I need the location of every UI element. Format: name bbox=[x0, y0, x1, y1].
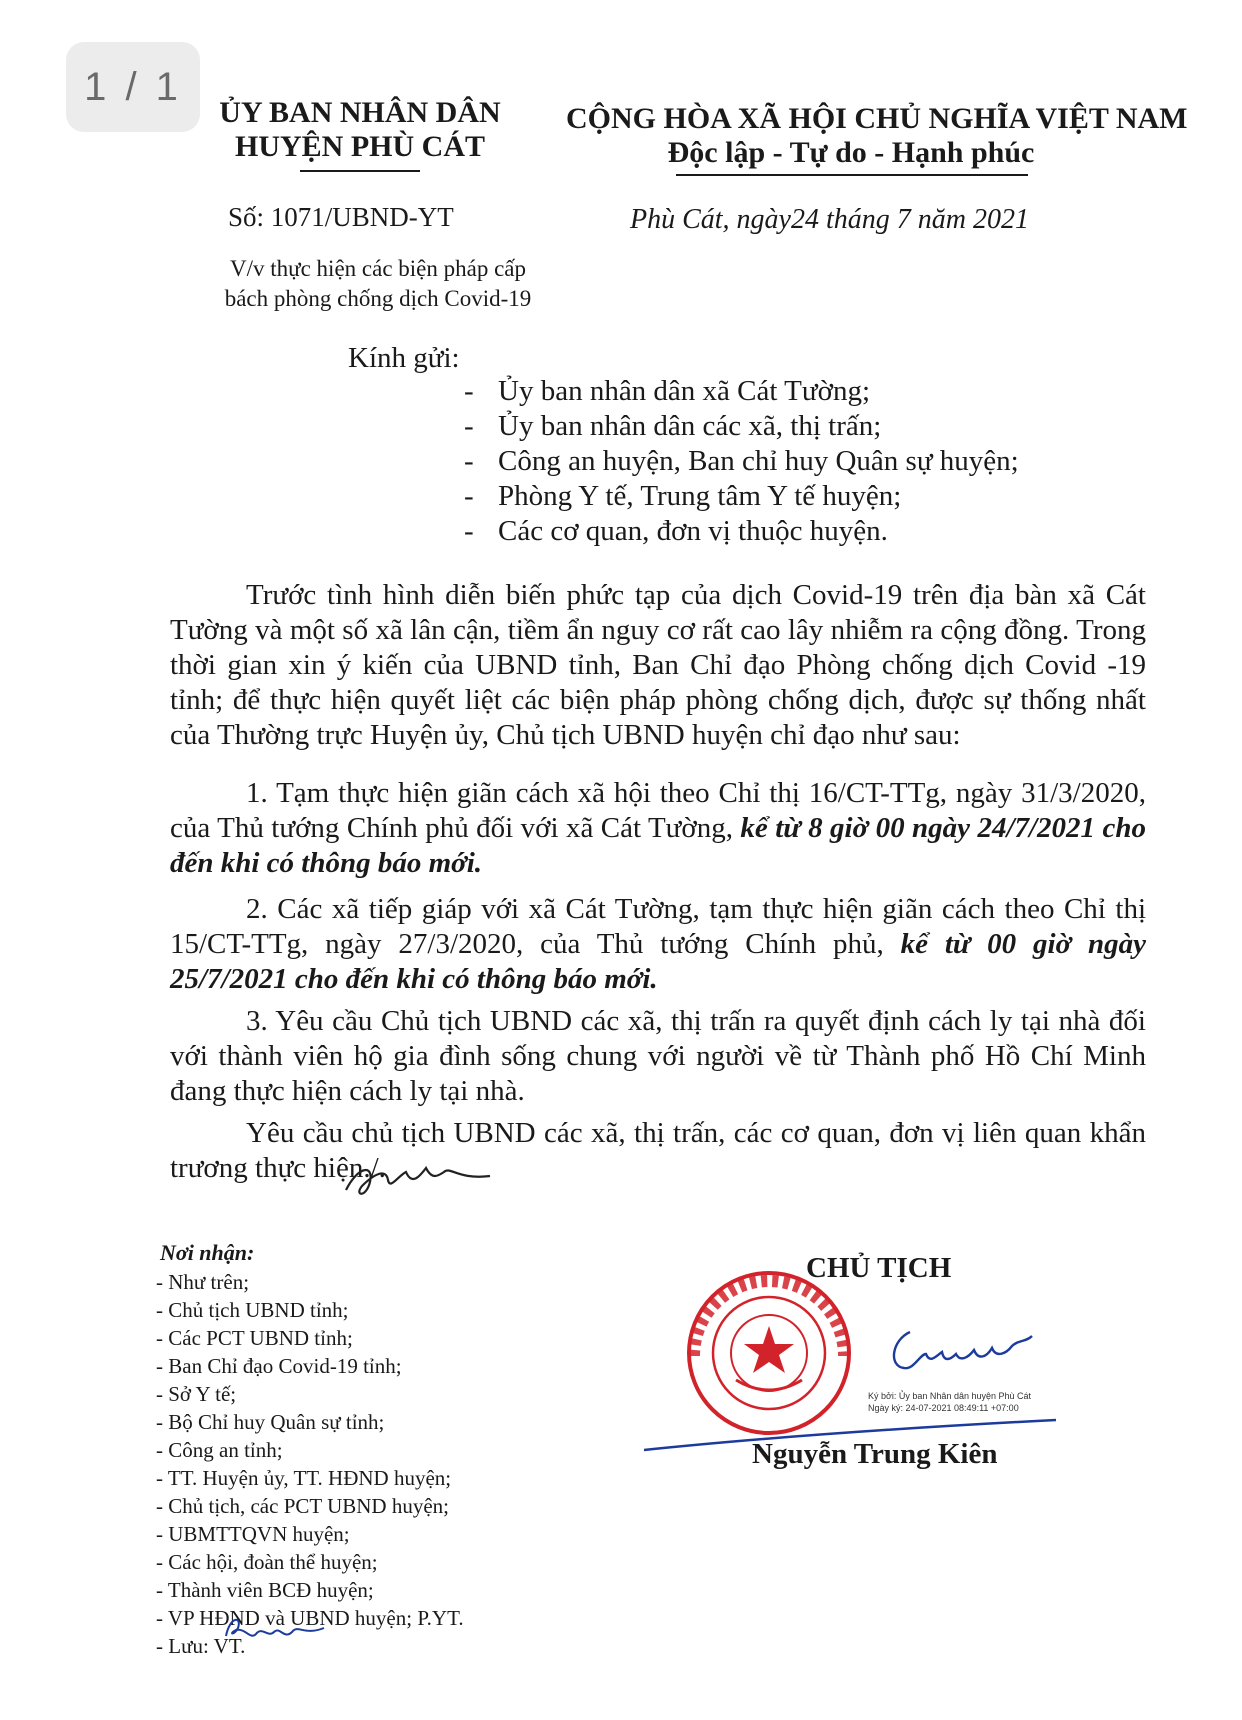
signer-title: CHỦ TỊCH bbox=[806, 1252, 952, 1284]
directive-item-3: 3. Yêu cầu Chủ tịch UBND các xã, thị trấn ra quyết định cách ly tại nhà đối với thành viên hộ gia đình sống chung với người về từ Thành phố Hồ Chí Minh đang thực hiện cách ly tại nhà. bbox=[170, 1005, 1146, 1107]
recipient-item: - Ủy ban nhân dân xã Cát Tường; bbox=[498, 374, 1019, 409]
receiver-item: - Sở Y tế; bbox=[156, 1382, 237, 1406]
receiver-item: - Lưu: VT. bbox=[156, 1634, 246, 1658]
receiver-item: - UBMTTQVN huyện; bbox=[156, 1522, 350, 1546]
directive-item-1-text: 1. Tạm thực hiện giãn cách xã hội theo Chỉ thị 16/CT-TTg, ngày 31/3/2020, của Thủ tướng Chính phủ đối với xã Cát Tường, bbox=[170, 777, 1146, 844]
receiver-item: - Các PCT UBND tỉnh; bbox=[156, 1326, 353, 1350]
digital-sign-date: Ngày ký: 24-07-2021 08:49:11 +07:00 bbox=[868, 1403, 1019, 1413]
directive-item-1-emphasis: kể từ 8 giờ 00 ngày 24/7/2021 cho đến khi có thông báo mới. bbox=[170, 812, 1146, 879]
digital-signature-info bbox=[868, 1390, 1058, 1414]
signer-name: Nguyễn Trung Kiên bbox=[752, 1438, 998, 1470]
initial-signature-1 bbox=[340, 1146, 500, 1206]
directive-item-2 bbox=[170, 892, 1146, 997]
closing-paragraph: Yêu cầu chủ tịch UBND các xã, thị trấn, các cơ quan, đơn vị liên quan khẩn trương thực hiện./. bbox=[170, 1117, 1146, 1184]
receiver-item: - Công an tỉnh; bbox=[156, 1438, 283, 1462]
page-indicator: 1 / 1 bbox=[66, 42, 200, 132]
issuer-underline bbox=[300, 170, 420, 172]
receivers-list bbox=[156, 1268, 464, 1660]
recipient-item: - Ủy ban nhân dân các xã, thị trấn; bbox=[498, 409, 1019, 444]
receivers-title: Nơi nhận: bbox=[160, 1240, 255, 1265]
receiver-item: - Bộ Chỉ huy Quân sự tỉnh; bbox=[156, 1410, 385, 1434]
chairman-signature bbox=[880, 1318, 1040, 1388]
recipient-item: - Phòng Y tế, Trung tâm Y tế huyện; bbox=[498, 479, 1019, 514]
digital-signer: Ký bởi: Ủy ban Nhân dân huyện Phù Cát bbox=[868, 1391, 1032, 1401]
recipient-item: - Công an huyện, Ban chỉ huy Quân sự huyện; bbox=[498, 444, 1019, 479]
receiver-item: - TT. Huyện ủy, TT. HĐND huyện; bbox=[156, 1466, 452, 1490]
initial-signature-2 bbox=[220, 1606, 330, 1650]
receiver-item: - Chủ tịch UBND tỉnh; bbox=[156, 1298, 349, 1322]
subject-line-2: bách phòng chống dịch Covid-19 bbox=[224, 285, 532, 311]
issuer-district: HUYỆN PHÙ CÁT bbox=[234, 130, 485, 163]
issuer-name: ỦY BAN NHÂN DÂN bbox=[219, 96, 501, 129]
document-subject bbox=[198, 254, 558, 314]
receiver-item: - Các hội, đoàn thể huyện; bbox=[156, 1550, 378, 1574]
receiver-item: - Ban Chỉ đạo Covid-19 tỉnh; bbox=[156, 1354, 402, 1378]
receiver-item: - Chủ tịch, các PCT UBND huyện; bbox=[156, 1494, 449, 1518]
official-seal-icon bbox=[684, 1268, 854, 1438]
directive-item-2-text: 2. Các xã tiếp giáp với xã Cát Tường, tạm thực hiện giãn cách theo Chỉ thị 15/CT-TTg, ngày 27/3/2020, của Thủ tướng Chính phủ, bbox=[170, 893, 1146, 960]
directive-item-1 bbox=[170, 776, 1146, 881]
receiver-item: - Như trên; bbox=[156, 1270, 250, 1294]
nation-title: CỘNG HÒA XÃ HỘI CHỦ NGHĨA VIỆT NAM bbox=[566, 102, 1188, 135]
subject-line-1: V/v thực hiện các biện pháp cấp bbox=[229, 256, 526, 281]
nation-motto: Độc lập - Tự do - Hạnh phúc bbox=[667, 136, 1035, 169]
salutation: Kính gửi: bbox=[348, 342, 460, 374]
recipient-item: - Các cơ quan, đơn vị thuộc huyện. bbox=[498, 514, 1019, 549]
document-number: Số: 1071/UBND-YT bbox=[228, 202, 454, 232]
motto-underline bbox=[676, 174, 1028, 176]
place-and-date: Phù Cát, ngày24 tháng 7 năm 2021 bbox=[630, 204, 1029, 235]
directive-item-2-emphasis: kể từ 00 giờ ngày 25/7/2021 cho đến khi có thông báo mới. bbox=[170, 928, 1146, 995]
receiver-item: - VP HĐND và UBND huyện; P.YT. bbox=[156, 1606, 464, 1630]
intro-paragraph: Trước tình hình diễn biến phức tạp của dịch Covid-19 trên địa bàn xã Cát Tường và một số xã lân cận, tiềm ẩn nguy cơ rất cao lây nhiễm ra cộng đồng. Trong thời gian xin ý kiến của UBND tỉnh, Ban Chỉ đạo Phòng chống dịch Covid -19 tỉnh; để thực hiện quyết liệt các biện pháp phòng chống dịch, được sự thống nhất của Thường trực Huyện ủy, Chủ tịch UBND huyện chỉ đạo như sau: bbox=[170, 579, 1146, 751]
recipient-list bbox=[498, 374, 1019, 549]
receiver-item: - Thành viên BCĐ huyện; bbox=[156, 1578, 374, 1602]
